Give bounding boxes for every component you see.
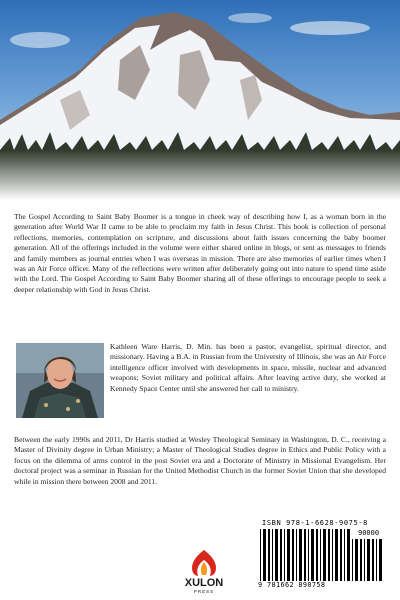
- barcode-digits: 9 781662 890758: [258, 581, 326, 589]
- isbn-barcode-block: [256, 517, 386, 593]
- publisher-name: XULON: [184, 577, 224, 589]
- publisher-sub: PRESS: [193, 589, 215, 594]
- author-bio: Kathleen Ware Harris, D. Min. has been a pastor, evangelist, spiritual director, and missionary. Having a B.A. in Russian from the University of Illinois, she was an Air Force intelligence officer involved with developments in space, missile, nuclear and advanced weapons; Soviet military and political affairs. After leaving active duty, she worked at Kennedy Space Center until she answered her call to ministry.: [110, 342, 386, 393]
- cover-mountain-photo: [0, 0, 400, 200]
- xulon-press-logo: [176, 548, 232, 594]
- barcode-main: [260, 529, 350, 581]
- isbn-label: ISBN 978-1-6628-9075-8: [262, 519, 368, 527]
- author-education: Between the early 1990s and 2011, Dr Harris studied at Wesley Theological Seminary in Washington, D. C., receiving a Master of Divinity degree in Urban Ministry; a Master of Theological Studies degree in Ethics and Public Policy with a focus on the dilemma of arms control in the post Soviet era and a Doctorate of Ministry in Missional Evangelism. Her doctoral project was a seminar in Russian for the United Methodist Church in the former Soviet Union that she developed while in mission there between 2008 and 2011.: [14, 435, 386, 486]
- book-description: The Gospel According to Saint Baby Boomer is a tongue in cheek way of describing how I, as a woman born in the generation after World War II came to be able to proclaim my faith in Jesus Christ. This book is collection of personal reflections, memories, contemplation on scripture, and discussions about faith issues concerning the baby boomer generation. All of the offerings included in the volume were either shared online in blogs, or sent as messages to friends and family members as journal entries when I was overseas in mission. There are also memories of earlier times when I was an Air Force officer. Many of the reflections were written after deliberately going out into nature to spend time aside with the Lord. The Gospel According to Saint Baby Boomer sharing all of these offerings to encourage people to seek a deeper relationship with God in Jesus Christ.: [14, 212, 386, 294]
- author-photo: [16, 343, 104, 418]
- price-code: 90000: [358, 529, 380, 537]
- barcode-supplement: [352, 539, 382, 581]
